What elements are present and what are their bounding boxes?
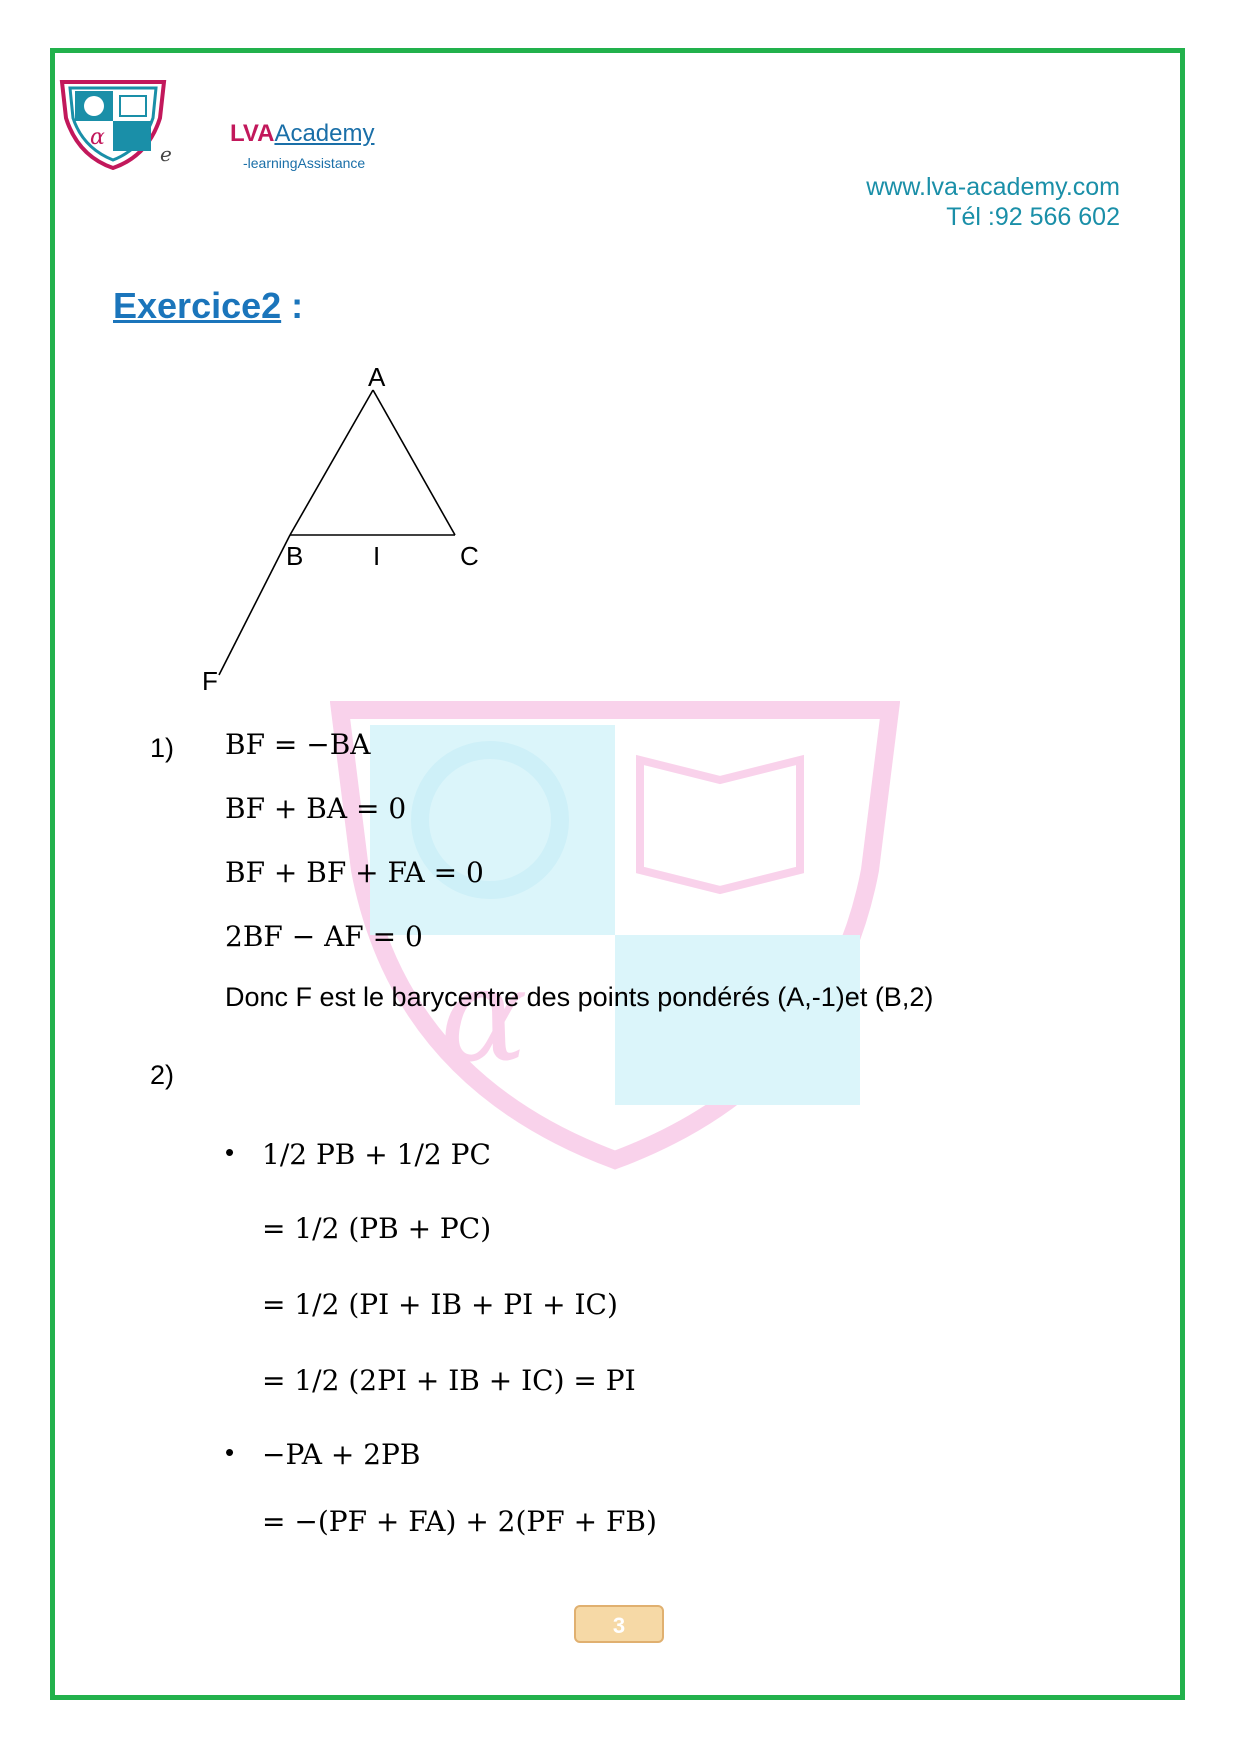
contact-block	[866, 172, 1120, 232]
part2-b2-line-1: −PA + 2PB	[262, 1438, 421, 1471]
exercise-title-text: Exercice2	[113, 285, 282, 326]
label-b: B	[286, 541, 304, 571]
brand-academy: Academy	[274, 120, 375, 147]
part1-line-2: BF + BA = 0	[225, 792, 407, 825]
label-f: F	[202, 666, 218, 696]
exercise-title	[113, 285, 303, 327]
part1-number: 1)	[150, 733, 175, 763]
part2-b1-line-4: = 1/2 (2PI + IB + IC) = PI	[262, 1364, 636, 1397]
part1-line-1: BF = −BA	[225, 728, 371, 761]
page-number-badge: 3	[574, 1605, 664, 1643]
segment-ab	[290, 390, 373, 535]
part1-line-3: BF + BF + FA = 0	[225, 856, 484, 889]
logo-e-mark: e	[160, 142, 172, 166]
phone-number: Tél :92 566 602	[946, 203, 1120, 231]
segment-ac	[373, 390, 455, 535]
svg-text:α: α	[90, 125, 105, 150]
part2-b2-line-2: = −(PF + FA) + 2(PF + FB)	[262, 1505, 657, 1538]
bullet-2-dot: •	[225, 1437, 235, 1467]
triangle-diagram	[190, 360, 510, 700]
part1-line-4: 2BF − AF = 0	[225, 920, 423, 953]
exercise-title-colon: :	[281, 285, 304, 326]
lva-logo-icon	[58, 78, 168, 170]
svg-text:α: α	[440, 939, 528, 1091]
part2-number: 2)	[150, 1060, 175, 1090]
label-i: I	[373, 541, 381, 571]
brand-subtitle: -learningAssistance	[243, 155, 366, 171]
segment-bf	[219, 535, 290, 675]
part2-b1-line-2: = 1/2 (PB + PC)	[262, 1212, 492, 1245]
part2-b1-line-3: = 1/2 (PI + IB + PI + IC)	[262, 1288, 618, 1321]
brand-lva: LVA	[230, 120, 275, 147]
website-link[interactable]: www.lva-academy.com	[866, 173, 1120, 201]
label-c: C	[460, 541, 479, 571]
part1-conclusion: Donc F est le barycentre des points pondérés (A,-1)et (B,2)	[225, 982, 934, 1012]
bullet-1-dot: •	[225, 1137, 235, 1167]
brand-name[interactable]	[230, 120, 374, 148]
label-a: A	[368, 362, 386, 392]
part2-b1-line-1: 1/2 PB + 1/2 PC	[262, 1138, 491, 1171]
